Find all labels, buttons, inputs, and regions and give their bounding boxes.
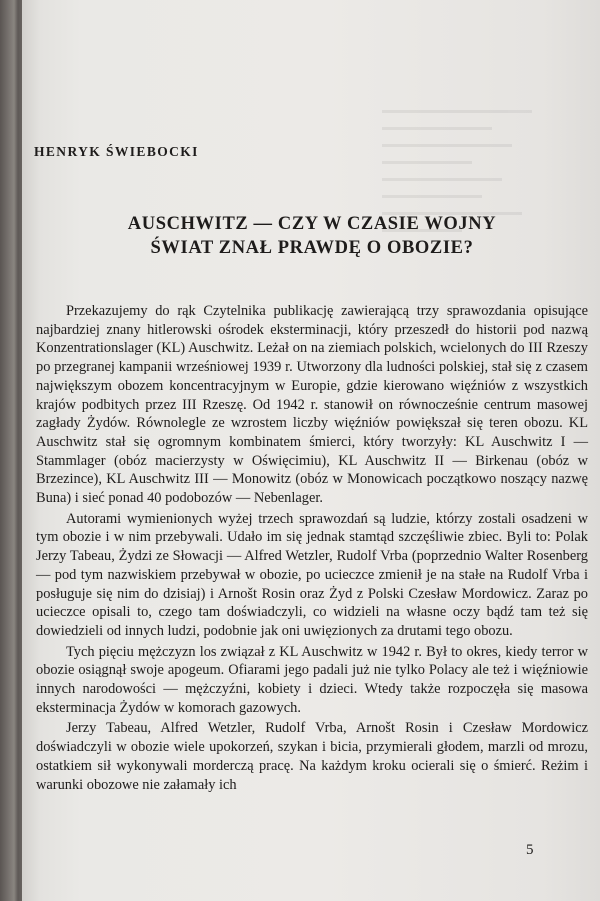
paragraph-1: Przekazujemy do rąk Czytelnika publikację zawierającą trzy sprawozdania opisujące najbardziej znany hitlerowski ośrodek eksterminacji, który przeszedł do historii pod nazwą Konzentrationslager (KL) Auschwitz. Leżał on na ziemiach polskich, wcielonych do III Rzeszy po przegranej kampanii wrześniowej 1939 r. Utworzony dla ludności polskiej, stał się z czasem największym obozem koncentracyjnym w Europie, gdzie kierowano więźniów z wszystkich krajów podbitych przez III Rzeszę. Od 1942 r. stanowił on równocześnie centrum masowej zagłady Żydów. Równolegle ze wzrostem liczby więźniów powiększał się teren obozu. KL Auschwitz stał się ogromnym kombinatem śmierci, który tworzyły: KL Auschwitz I — Stammlager (obóz macierzysty w Oświęcimiu), KL Auschwitz II — Birkenau (obóz w Brzezince), KL Auschwitz III — Monowitz (obóz w Monowicach początkowo noszący nazwę Buna) i sieć ponad 40 podobozów — Nebenlager.	[36, 303, 588, 507]
article-title	[52, 212, 572, 260]
article-title-line-1: AUSCHWITZ — CZY W CZASIE WOJNY	[127, 214, 497, 234]
article-title-line-2: ŚWIAT ZNAŁ PRAWDĘ O OBOZIE?	[150, 238, 474, 258]
page-number: 5	[526, 842, 534, 858]
book-page	[22, 0, 600, 901]
paragraph-4: Jerzy Tabeau, Alfred Wetzler, Rudolf Vrba, Arnošt Rosin i Czesław Mordowicz doświadczyli w obozie wiele upokorzeń, szykan i bicia, przymierali głodem, marzli od mrozu, ostatkiem sił wykonywali morderczą pracę. Na każdym kroku ocierali się o śmierć. Reżim i warunki obozowe nie załamały ich	[36, 720, 588, 793]
paragraph-3: Tych pięciu mężczyzn los związał z KL Auschwitz w 1942 r. Był to okres, kiedy terror w obozie osiągnął swoje apogeum. Ofiarami jego padali już nie tylko Polacy ale też i więźniowie innych narodowości — mężczyźni, kobiety i dzieci. Wtedy także rozpoczęła się masowa eksterminacja Żydów w komorach gazowych.	[36, 643, 588, 716]
article-body	[36, 302, 588, 796]
paragraph-2: Autorami wymienionych wyżej trzech sprawozdań są ludzie, którzy zostali osadzeni w tym obozie i w nim przebywali. Udało im się jednak stamtąd szczęśliwie zbiec. Byli to: Polak Jerzy Tabeau, Żydzi ze Słowacji — Alfred Wetzler, Rudolf Vrba (poprzednio Walter Rosenberg — pod tym nazwiskiem przebywał w obozie, po ucieczce zmienił je na stałe na Rudolf Vrba i posługuje się nim do dzisiaj) i Arnošt Rosin oraz Żyd z Polski Czesław Mordowicz. Zaraz po ucieczce opisali to, czego tam doświadczyli, co widzieli na własne oczy bądź tam też się dowiedzieli od innych ludzi, podobnie jak oni uwięzionych za drutami tego obozu.	[36, 510, 588, 639]
author-name: HENRYK ŚWIEBOCKI	[34, 144, 199, 159]
